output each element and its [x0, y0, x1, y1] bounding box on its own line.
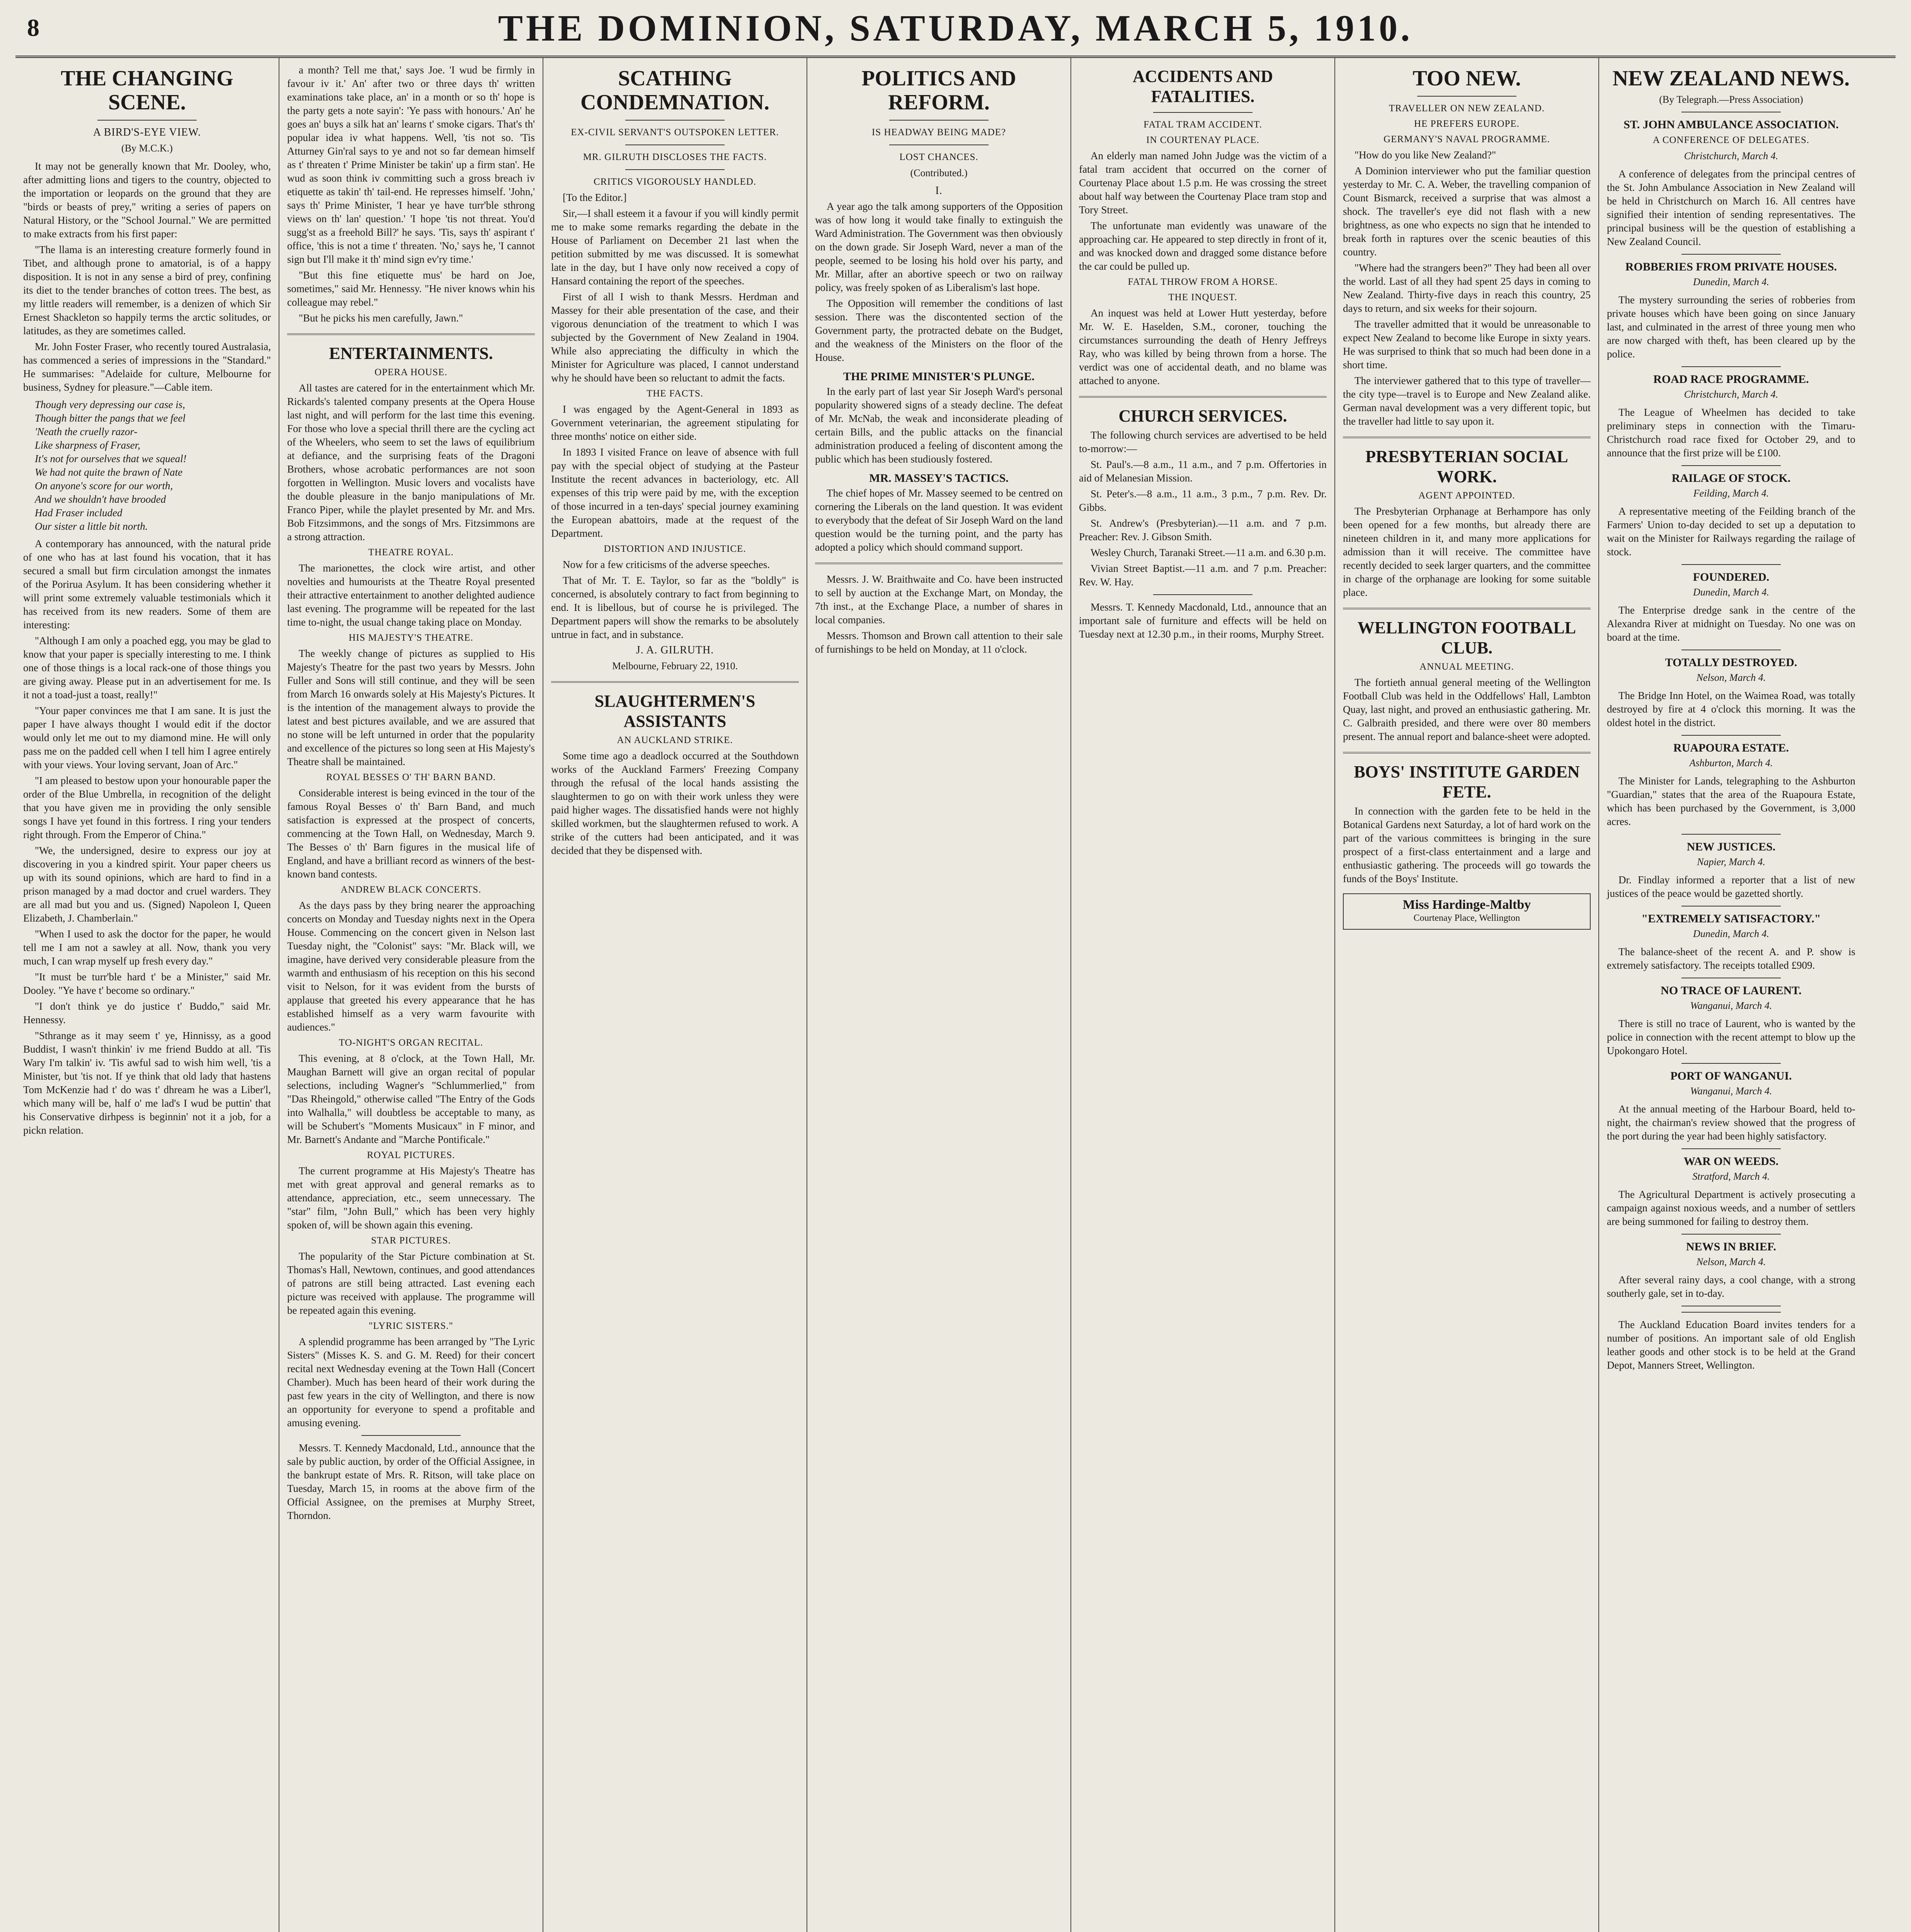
paragraph: The traveller admitted that it would be unreasonable to expect New Zealand to become like Europe in sixty years. He was surprised to think that so much had been done in a short time. [1343, 318, 1591, 371]
news-item-dateline: Ashburton, March 4. [1689, 757, 1773, 769]
verse-line: Like sharpness of Fraser, [35, 439, 141, 451]
paragraph: "But he picks his men carefully, Jawn." [299, 312, 463, 324]
news-item-dateline: Dunedin, March 4. [1693, 928, 1769, 939]
columns [15, 58, 1896, 1932]
paragraph: Sir,—I shall esteem it a favour if you will kindly permit me to make some remarks regarding the debate in the House of Parliament on December 21 last when the petition submitted by me was discussed. It is somewhat late in the day, but I have only now received a copy of Hansard containing the report of the speeches. [551, 207, 799, 287]
paragraph: "Although I am only a poached egg, you may be glad to know that your paper is specially interesting to me. I think one of those things is a local rack-one of those things you are giving away. Please put in an advertisement for me. Is it not a toad-just a toast, really!" [23, 635, 271, 701]
news-item-heading: NEW JUSTICES. [1686, 840, 1776, 853]
paragraph: St. Andrew's (Presbyterian).—11 a.m. and 7 p.m. Preacher: Rev. J. Gibson Smith. [1079, 517, 1327, 543]
news-item-text: The Bridge Inn Hotel, on the Waimea Road, was totally destroyed by fire at 4 o'clock this morning. It was the oldest hotel in the district. [1607, 690, 1855, 728]
news-item-dateline: Christchurch, March 4. [1684, 150, 1778, 162]
subhead-royal-pictures: ROYAL PICTURES. [367, 1150, 455, 1160]
subhead-the-facts: THE FACTS. [646, 388, 704, 399]
news-item-text: Dr. Findlay informed a reporter that a list of new justices of the peace would be gazetted shortly. [1607, 874, 1855, 899]
paragraph: In 1893 I visited France on leave of absence with full pay with the special object of studying at the Pasteur Institute the recent advances in bacteriology, etc. All expenses of this trip were paid by me, with the exception of those incurred in a ten-days' special journey examining the European abattoirs, made at the request of the Department. [551, 446, 799, 539]
paragraph: "Your paper convinces me that I am sane. It is just the paper I have always thought I would edit if the doctor would only let me out to my diamond mine. He will only pass me on the padded cell when I tell him I agree entirely with your views. Your loving servant, Joan of Arc." [23, 705, 271, 770]
paragraph: It may not be generally known that Mr. Dooley, who, after admitting lions and tigers to the country, objected to the importation or leopards on the ground that they are "birds or beasts of prey," writing a series of papers on Natural History, or the "School Journal." We are permitted to make extracts from his first paper: [23, 160, 271, 240]
paragraph: Considerable interest is being evinced in the tour of the famous Royal Besses o' th' Barn Band, and much satisfaction is expressed at the prospect of concerts, commencing at the Town Hall, on Wednesday, March 9. The Besses o' th' Barn figures in the musical life of England, and have a brilliant record as winners of the best-known band contests. [287, 787, 535, 880]
subhead-auckland-strike: AN AUCKLAND STRIKE. [617, 735, 733, 745]
subhead: HE PREFERS EUROPE. [1414, 119, 1520, 129]
paragraph: First of all I wish to thank Messrs. Herdman and Massey for their able presentation of the case, and their vigorous denunciation of the treatment to which I was subjected by the Government of New Zealand in 1904. While also appreciating the difficulty in which the Minister for Agriculture was placed, I cannot understand why he should have been so reluctant to admit the facts. [551, 291, 799, 384]
divider [1681, 254, 1781, 255]
news-item-text: The Agricultural Department is actively prosecuting a campaign against noxious weeds, and a number of settlers are being summoned for failing to destroy them. [1607, 1189, 1855, 1227]
news-item-text: There is still no trace of Laurent, who is wanted by the police in connection with the recent attempt to blow up the Upokongaro Hotel. [1607, 1018, 1855, 1056]
verse-line: And we shouldn't have brooded [35, 493, 166, 505]
subhead: EX-CIVIL SERVANT'S OUTSPOKEN LETTER. [571, 127, 779, 138]
divider [1417, 96, 1516, 97]
column-6 [1335, 58, 1599, 1932]
divider [1681, 465, 1781, 466]
headline-changing-scene: THE CHANGING SCENE. [61, 66, 233, 114]
divider [625, 120, 724, 121]
subhead-royal-besses: ROYAL BESSES O' TH' BARN BAND. [326, 772, 496, 782]
paragraph: St. Paul's.—8 a.m., 11 a.m., and 7 p.m. Offertories in aid of Melanesian Mission. [1079, 459, 1327, 484]
news-item-dateline: Feilding, March 4. [1693, 488, 1769, 499]
column-7 [1599, 58, 1863, 1932]
paragraph: That of Mr. T. E. Taylor, so far as the "boldly" is concerned, is absolutely contrary to fact from beginning to end. It is libellous, but of course he is privileged. The Department papers will show the remarks to be absolutely untrue in fact, and in substance. [551, 575, 799, 640]
paragraph: Messrs. Thomson and Brown call attention to their sale of furnishings to be held on Monday, at 11 o'clock. [815, 630, 1063, 655]
headline-football-club: WELLINGTON FOOTBALL CLUB. [1357, 618, 1576, 657]
headline-presbyterian: PRESBYTERIAN SOCIAL WORK. [1365, 447, 1568, 486]
paragraph: As the days pass by they bring nearer the approaching concerts on Monday and Tuesday nights next in the Opera House. Commencing on the concert given in Nelson last Tuesday night, the "Colonist" says: "Mr. Black will, we imagine, have derived very considerable pleasure from the warmth and enthusiasm of his reception on this his second visit to Nelson, for it was evident from the bursts of applause that greeted his every appearance that he has established himself as a very warm favourite with audiences." [287, 900, 535, 1033]
column-1 [15, 58, 279, 1932]
divider [551, 681, 799, 683]
paragraph: Vivian Street Baptist.—11 a.m. and 7 p.m. Preacher: Rev. W. Hay. [1079, 563, 1327, 588]
masthead [15, 0, 1896, 58]
paragraph: Some time ago a deadlock occurred at the Southdown works of the Auckland Farmers' Freezing Company through the refusal of the local hands assisting the slaughtermen to go on with their work unless they were paid higher wages. The dissatisfied hands were not highly skilled workmen, but the slaughtermen refused to work. A strike of the cutters had been anticipated, and it was decided that they be dispensed with. [551, 750, 799, 856]
paragraph: The Opposition will remember the conditions of last session. There was the discontented section of the Government party, the protracted debate on the Budget, and the weakness of the Ministers on the floor of the House. [815, 298, 1063, 363]
byline: (By M.C.K.) [121, 143, 173, 154]
paragraph: St. Peter's.—8 a.m., 11 a.m., 3 p.m., 7 p.m. Rev. Dr. Gibbs. [1079, 488, 1327, 513]
divider [97, 120, 196, 121]
ad-address: Courtenay Place, Wellington [1413, 913, 1520, 923]
subhead-theatre-royal: THEATRE ROYAL. [368, 547, 454, 558]
news-item-dateline: Nelson, March 4. [1696, 672, 1766, 683]
news-item-subhead: A CONFERENCE OF DELEGATES. [1652, 135, 1810, 145]
news-item-heading: FOUNDERED. [1693, 571, 1770, 583]
news-item-heading: WAR ON WEEDS. [1683, 1155, 1779, 1168]
paragraph: The weekly change of pictures as supplied to His Majesty's Theatre for the past two years by Messrs. John Fuller and Sons will still continue, and they will be seen from March 16 onwards solely at His Majesty's Pictures. It is the intention of the management always to provide the latest and best pictures available, and we are assured that no stone will be left unturned in order that the popularity and excellence of the pictures so long seen at His Majesty's Theatre shall be maintained. [287, 648, 535, 767]
paragraph: This evening, at 8 o'clock, at the Town Hall, Mr. Maughan Barnett will give an organ recital of popular selections, including Wagner's "Schlummerlied," from "Das Rheingold," otherwise called "The Entry of the Gods into Walhalla," will doubtless be acceptable to many, as will be Schubert's "Moments Musicaux" in F minor, and Mr. Barnett's Andante and "Marche Pontificale." [287, 1053, 535, 1145]
divider [625, 169, 724, 170]
verse [23, 398, 271, 533]
headline-church-services: CHURCH SERVICES. [1118, 406, 1287, 425]
verse-line: It's not for ourselves that we squeal! [35, 453, 187, 464]
news-item-text: At the annual meeting of the Harbour Board, held to-night, the chairman's review showed that the progress of the port during the year had been highly satisfactory. [1607, 1103, 1855, 1142]
divider [1681, 1063, 1781, 1064]
divider [1681, 366, 1781, 367]
verse-line: Had Fraser included [35, 507, 123, 519]
section-number: I. [935, 185, 943, 197]
paragraph: "But this fine etiquette mus' be hard on Joe, sometimes," said Mr. Hennessy. "He niver knows whin his colleague may rebel." [287, 269, 535, 308]
verse-line: 'Neath the cruelly razor- [35, 426, 138, 437]
paragraph: I was engaged by the Agent-General in 1893 as Government veterinarian, the agreement stipulating for three months' notice on either side. [551, 403, 799, 442]
paragraph: The following church services are advertised to be held to-morrow:— [1079, 429, 1327, 454]
subhead-pm-plunge: THE PRIME MINISTER'S PLUNGE. [843, 370, 1035, 383]
divider [889, 120, 988, 121]
page-number: 8 [27, 14, 39, 41]
divider [1343, 437, 1591, 438]
paragraph: Now for a few criticisms of the adverse speeches. [563, 559, 770, 570]
ad-name: Miss Hardinge-Maltby [1402, 898, 1531, 912]
news-item-dateline: Christchurch, March 4. [1684, 389, 1778, 400]
news-item-dateline: Dunedin, March 4. [1693, 276, 1769, 287]
paragraph: "It must be turr'ble hard t' be a Minister," said Mr. Dooley. "Ye have t' become so ordinary." [23, 971, 271, 996]
subhead-opera-house: OPERA HOUSE. [374, 367, 448, 378]
subhead: TRAVELLER ON NEW ZEALAND. [1389, 103, 1545, 114]
paragraph: A year ago the talk among supporters of the Opposition was of how long it would take finally to extinguish the Ward Administration. The Government was then obviously on the down grade. Sir Joseph Ward, never a man of the people, seemed to be losing his hold over his party, and Mr. Millar, after an abortive speech or two on railway policy, was freely spoken of as Liberalism's last hope. [815, 201, 1063, 293]
paragraph: "We, the undersigned, desire to express our joy at discovering in you a kindred spirit. Your paper cheers us up with its sound opinions, which are hard to find in a prison managed by a mad doctor and cruel warders. They are all mad but you and us. (Signed) Napoleon I, Queen Elizabeth, J. Chamberlain." [23, 845, 271, 924]
paragraph: "The llama is an interesting creature formerly found in Tibet, and although prone to amatorial, is of a happy disposition. It is not in any sense a bird of prey, confining its diet to the tender branches of cotton trees. The best, as my little readers will remember, is a denizen of which Sir Ernest Shackleton so happily terms the arctic solitudes, or latitudes, as they are sometimes called. [23, 244, 271, 337]
divider [1681, 1234, 1781, 1235]
news-item-text: The balance-sheet of the recent A. and P. show is extremely satisfactory. The receipts totalled £909. [1607, 946, 1855, 971]
column-5 [1071, 58, 1335, 1932]
subhead: GERMANY'S NAVAL PROGRAMME. [1383, 134, 1550, 145]
headline-boys-institute: BOYS' INSTITUTE GARDEN FETE. [1354, 762, 1580, 801]
divider [1343, 752, 1591, 753]
news-item-heading: NEWS IN BRIEF. [1686, 1240, 1777, 1253]
verse-line: Though bitter the pangs that we feel [35, 412, 185, 424]
paragraph: The interviewer gathered that to this type of traveller—the city type—travel is to Europe and New Zealand alike. German naval development was a very different topic, but the traveller had little to say upon it. [1343, 375, 1591, 427]
paragraph: In the early part of last year Sir Joseph Ward's personal popularity showered signs of a steady decline. The defeat of Mr. McNab, the weak and inconsiderate pleading of certain Bills, and the public attacks on the financial administration produced a feeling of discontent among the public which has been studiously fostered. [815, 386, 1063, 465]
divider [1153, 594, 1252, 595]
verse-line: We had not quite the brawn of Nate [35, 466, 183, 478]
news-item-heading: ROAD RACE PROGRAMME. [1653, 373, 1809, 386]
divider [1343, 608, 1591, 609]
subhead-andrew-black: ANDREW BLACK CONCERTS. [340, 884, 482, 895]
divider [1681, 1312, 1781, 1313]
verse-line: On anyone's score for our worth, [35, 480, 173, 492]
news-item-heading: RAILAGE OF STOCK. [1671, 472, 1791, 485]
headline-politics-reform: POLITICS AND REFORM. [861, 66, 1016, 114]
subhead-massey: MR. MASSEY'S TACTICS. [869, 472, 1009, 485]
subhead: MR. GILRUTH DISCLOSES THE FACTS. [583, 152, 767, 162]
divider [1681, 735, 1781, 736]
news-item-heading: NO TRACE OF LAURENT. [1661, 984, 1802, 997]
subhead-organ-recital: TO-NIGHT'S ORGAN RECITAL. [339, 1037, 483, 1048]
news-item-text: The League of Wheelmen has decided to take preliminary steps in connection with the Timaru-Christchurch road race fixed for October 29, and to announce that the first prize will be £100. [1607, 406, 1855, 459]
paragraph: The chief hopes of Mr. Massey seemed to be centred on cornering the Liberals on the land question. It was evident to everybody that the defeat of Sir Joseph Ward on the land question would be the turning point, and the party has adopted a policy which should command support. [815, 487, 1063, 553]
subhead-star-pictures: STAR PICTURES. [371, 1235, 451, 1246]
news-item-heading: ROBBERIES FROM PRIVATE HOUSES. [1625, 260, 1837, 273]
headline-entertainments: ENTERTAINMENTS. [329, 344, 493, 363]
paragraph: Wesley Church, Taranaki Street.—11 a.m. and 6.30 p.m. [1091, 547, 1326, 558]
subhead-his-majestys: HIS MAJESTY'S THEATRE. [349, 633, 473, 643]
headline-nz-news: NEW ZEALAND NEWS. [1612, 66, 1850, 90]
subhead: IN COURTENAY PLACE. [1146, 135, 1259, 145]
paragraph: A splendid programme has been arranged by "The Lyric Sisters" (Misses K. S. and G. M. Reed) for their concert recital next Wednesday evening at the Town Hall (Concert Chamber). Much has been heard of their work during the past few years in the city of Wellington, and there is now an opportunity for everyone to spend a profitable and amusing evening. [287, 1336, 535, 1429]
headline-scathing: SCATHING CONDEMNATION. [580, 66, 769, 114]
subhead: FATAL THROW FROM A HORSE. [1128, 277, 1278, 287]
paragraph: Messrs. J. W. Braithwaite and Co. have been instructed to sell by auction at the Exchange Mart, on Monday, the 7th inst., at the Exchange Place, a number of shares in local companies. [815, 573, 1063, 626]
news-item-text: A representative meeting of the Feilding branch of the Farmers' Union to-day decided to set up a deputation to wait on the Minister for Railways regarding the railage of stock. [1607, 505, 1855, 558]
news-item-dateline: Wanganui, March 4. [1690, 1085, 1772, 1097]
headline-too-new: TOO NEW. [1412, 66, 1521, 90]
news-item-text: After several rainy days, a cool change, with a strong southerly gale, set in to-day. [1607, 1274, 1855, 1299]
advertisement [1343, 893, 1591, 930]
paragraph: "Sthrange as it may seem t' ye, Hinnissy, as a good Buddist, I wasn't thinkin' iv me friend Buddo at all. 'Tis Wary I'm talkin' iv. 'Tis awful sad to wish him well, 'tis a Minister, but 'tis not. If ye think that old lady that hastens Tom McKenzie had t' do was t' dhream he was a Liber'l, which many will be, half o' me lad's I wud be puttin' that his Conservative dirhpess is beginnin' not it a job, for a pickn relation. [23, 1030, 271, 1136]
divider [1681, 564, 1781, 565]
news-item-heading: "EXTREMELY SATISFACTORY." [1641, 912, 1821, 925]
masthead-title: THE DOMINION, SATURDAY, MARCH 5, 1910. [498, 7, 1413, 49]
subhead: LOST CHANCES. [899, 152, 978, 162]
subhead: FATAL TRAM ACCIDENT. [1144, 119, 1262, 130]
paragraph: A contemporary has announced, with the natural pride of one who has at last found his vocation, that it has secured a small but firm circulation amongst the inmates of the Porirua Asylum. It has been considering whether it will print some extremely valuable testimonials which it has received from its new readers. Some of them are interesting: [23, 538, 271, 631]
subhead-lyric-sisters: "LYRIC SISTERS." [369, 1321, 453, 1331]
signature: J. A. GILRUTH. [636, 644, 714, 656]
news-item-text: The Minister for Lands, telegraphing to the Ashburton "Guardian," states that the area of the Ruapoura Estate, which has been purchased by the Government, is 3,000 acres. [1607, 775, 1855, 827]
headline-slaughtermen: SLAUGHTERMEN'S ASSISTANTS [594, 692, 756, 731]
paragraph: The unfortunate man evidently was unaware of the approaching car. He appeared to step directly in front of it, and was knocked down and dragged some distance before the car could be pulled up. [1079, 220, 1327, 272]
paragraph: a month? Tell me that,' says Joe. 'I wud be firmly in favour iv it.' An' after two or three days th' written examinations take place, an' in a month or so th' hope is the party gets a note sayin': 'Ye pass with honours.' An' he goes an' buys a silk hat an' learns t' smoke cigars. That's th' popular idea iv what happens. Well, 'tis not so. 'Tis Atturney Gin'ral says to ye and not so far demean himself as t' threaten t' Prime Minister be takin' up a firm stan'. He wud as soon think iv committing such a gross breach iv etiquette as takin' th' tail-end. He represses himself. 'John,' says th' Prime Minister, 'I hear ye have turr'ble sthrong views on th' lan' question.' 'I hope 'tis not threat. You'd sugg'st as a freehold Bill?' he says. 'Tis, says th' aspirant t' office, 'this is not a time t' threaten. 'No,' says he, 'I cannot sign but I'll make it th' mind sign ev'ry time.' [287, 64, 535, 265]
news-item-heading: ST. JOHN AMBULANCE ASSOCIATION. [1623, 118, 1839, 131]
subhead-birds-eye: A BIRD'S-EYE VIEW. [93, 126, 201, 138]
paragraph: The current programme at His Majesty's Theatre has met with great approval and general remarks as to attendance, appreciation, etc., seem unnecessary. The "star" film, "John Bull," which has been very highly spoken of, will be shown again this evening. [287, 1165, 535, 1231]
news-item-dateline: Wanganui, March 4. [1690, 1000, 1772, 1011]
news-item-text: A conference of delegates from the principal centres of the St. John Ambulance Association in New Zealand will be held in Christchurch on March 16. All centres have signified their intention of sending representatives. The principal business will be the question of establishing a New Zealand Council. [1607, 168, 1855, 247]
column-4 [807, 58, 1071, 1932]
paragraph: Messrs. T. Kennedy Macdonald, Ltd., announce that the sale by public auction, by order of the Official Assignee, in the bankrupt estate of Mrs. R. Ritson, will take place on Tuesday, March 15, in rooms at the above firm of the Official Assignee, on the premises at Murphy Street, Thorndon. [287, 1442, 535, 1521]
paragraph: "I don't think ye do justice t' Buddo," said Mr. Hennessy. [23, 1000, 271, 1026]
divider [1153, 112, 1252, 113]
divider [815, 563, 1063, 564]
paragraph: An elderly man named John Judge was the victim of a fatal tram accident that occurred on the corner of Courtenay Place about 1.5 p.m. He was crossing the street about half way between the Courtenay Place tram stop and Tory Street. [1079, 150, 1327, 216]
paragraph: All tastes are catered for in the entertainment which Mr. Rickards's talented company presents at the Opera House last night, and will perform for the last time this evening. For those who love a special thrill there are the cycling act of the Wheelers, who seem to set the laws of equilibrium at defiance, and the surprising feats of the Dragoni Brothers, whose acrobatic performances are not soon forgotten in Wellington. Music lovers and vocalists have the double pleasure in the banjo manipulations of Mr. Franco Piper, while the playlet presented by Mr. and Mrs. Bob Fitzsimmons, and the songs of Mrs. Fitzsimmons are a strong attraction. [287, 382, 535, 543]
paragraph: Mr. John Foster Fraser, who recently toured Australasia, has commenced a series of impressions in the "Standard." He summarises: "Adelaide for culture, Melbourne for business, Sydney for pleasure."—Cable item. [23, 341, 271, 393]
signature-place: Melbourne, February 22, 1910. [612, 660, 738, 672]
paragraph: Messrs. T. Kennedy Macdonald, Ltd., announce that an important sale of furniture and effects will be held on Tuesday next at 12.30 p.m., in their rooms, Murphy Street. [1079, 601, 1327, 640]
subhead: ANNUAL MEETING. [1419, 662, 1514, 672]
news-item-heading: PORT OF WANGANUI. [1670, 1070, 1792, 1082]
paragraph: In connection with the garden fete to be held in the Botanical Gardens next Saturday, a lot of hard work on the part of the various committees is bringing in the sure prospect of a first-class entertainment and a large and enthusiastic gathering. The proceeds will go towards the funds of the Boys' Institute. [1343, 805, 1591, 884]
subhead-distortion: DISTORTION AND INJUSTICE. [604, 544, 746, 554]
news-item-dateline: Dunedin, March 4. [1693, 587, 1769, 598]
paragraph: The Auckland Education Board invites tenders for a number of positions. An important sale of old English leather goods and other stock is to be held at the Grand Depot, Manners Street, Wellington. [1607, 1319, 1855, 1371]
divider [1681, 834, 1781, 835]
paragraph: "I am pleased to bestow upon your honourable paper the order of the Blue Umbrella, in recognition of the delight that you have given me in providing the only sensible songs I have yet found in this fortress. I ring your tenders right through. From the Emperor of China." [23, 775, 271, 840]
paragraph: The fortieth annual general meeting of the Wellington Football Club was held in the Oddfellows' Hall, Lambton Quay, last night, and proved an enthusiastic gathering. Mr. C. Galbraith presided, and there were over 80 members present. The annual report and balance-sheet were adopted. [1343, 677, 1591, 742]
paragraph: "How do you like New Zealand?" [1355, 149, 1496, 161]
divider [361, 1435, 460, 1436]
news-item-dateline: Napier, March 4. [1697, 856, 1765, 867]
news-item-heading: TOTALLY DESTROYED. [1665, 656, 1797, 669]
subhead: CRITICS VIGOROUSLY HANDLED. [593, 177, 757, 187]
paragraph: An inquest was held at Lower Hutt yesterday, before Mr. W. E. Haselden, S.M., coroner, touching the circumstances surrounding the death of Henry Jeffreys Ray, who was killed by being thrown from a horse. The verdict was one of accidental death, and no blame was attached to anyone. [1079, 307, 1327, 386]
subhead: AGENT APPOINTED. [1418, 490, 1515, 501]
verse-line: Though very depressing our case is, [35, 399, 185, 410]
paragraph: [To the Editor.] [563, 192, 627, 203]
paragraph: "When I used to ask the doctor for the paper, he would tell me I am not a sawley at all. Now, thank you very much, I can wrap myself up fresh every day." [23, 928, 271, 967]
subhead: THE INQUEST. [1168, 292, 1237, 303]
column-3 [543, 58, 807, 1932]
news-item-text: The mystery surrounding the series of robberies from private houses which have been going on since January last, and culminated in the arrest of three young men who are now charged with theft, has been cleared up by the police. [1607, 294, 1855, 360]
paragraph: The marionettes, the clock wire artist, and other novelties and humourists at the Theatre Royal presented their attractive entertainment to another delighted audience last evening. The programme will be repeated for the last time to-night, the usual change taking place on Monday. [287, 562, 535, 628]
verse-line: Our sister a little bit north. [35, 520, 148, 532]
news-item-text: The Enterprise dredge sank in the centre of the Alexandra River at midnight on Tuesday. No one was on board at the time. [1607, 604, 1855, 643]
divider [1079, 396, 1327, 398]
news-item-heading: RUAPOURA ESTATE. [1673, 742, 1789, 754]
news-item-dateline: Nelson, March 4. [1696, 1256, 1766, 1267]
byline: (Contributed.) [910, 167, 968, 179]
credit: (By Telegraph.—Press Association) [1659, 94, 1803, 105]
news-item-dateline: Stratford, March 4. [1692, 1171, 1770, 1182]
headline-accidents: ACCIDENTS AND FATALITIES. [1132, 67, 1273, 106]
paragraph: "Where had the strangers been?" They had been all over the world. Last of all they had spent 25 days in coming to New Zealand. Thirty-five days in reach this country, 25 days to return, and six weeks for their sojourn. [1343, 262, 1591, 314]
divider [1681, 1148, 1781, 1149]
column-2 [279, 58, 543, 1932]
paragraph: The Presbyterian Orphanage at Berhampore has only been opened for a few months, but already there are nineteen children in it, and many more applications for admission than it will receive. The committee have recently decided to seek larger quarters, and the committee in charge of the orphanage are looking for some suitable place. [1343, 505, 1591, 598]
divider [287, 333, 535, 335]
news-items [1607, 118, 1855, 1306]
subhead: IS HEADWAY BEING MADE? [871, 127, 1006, 138]
paragraph: The popularity of the Star Picture combination at St. Thomas's Hall, Newtown, continues, and good attendances of patrons are still being attracted. Last evening each picture was received with applause. The programme will be repeated again this evening. [287, 1250, 535, 1316]
paragraph: A Dominion interviewer who put the familiar question yesterday to Mr. C. A. Weber, the travelling companion of Count Bismarck, received a surprise that was almost a shock. The traveller's eye did not flash with a new brightness, as one who expects no sign that he intended to break forth in raptures over the scenic beauties of this country. [1343, 165, 1591, 258]
